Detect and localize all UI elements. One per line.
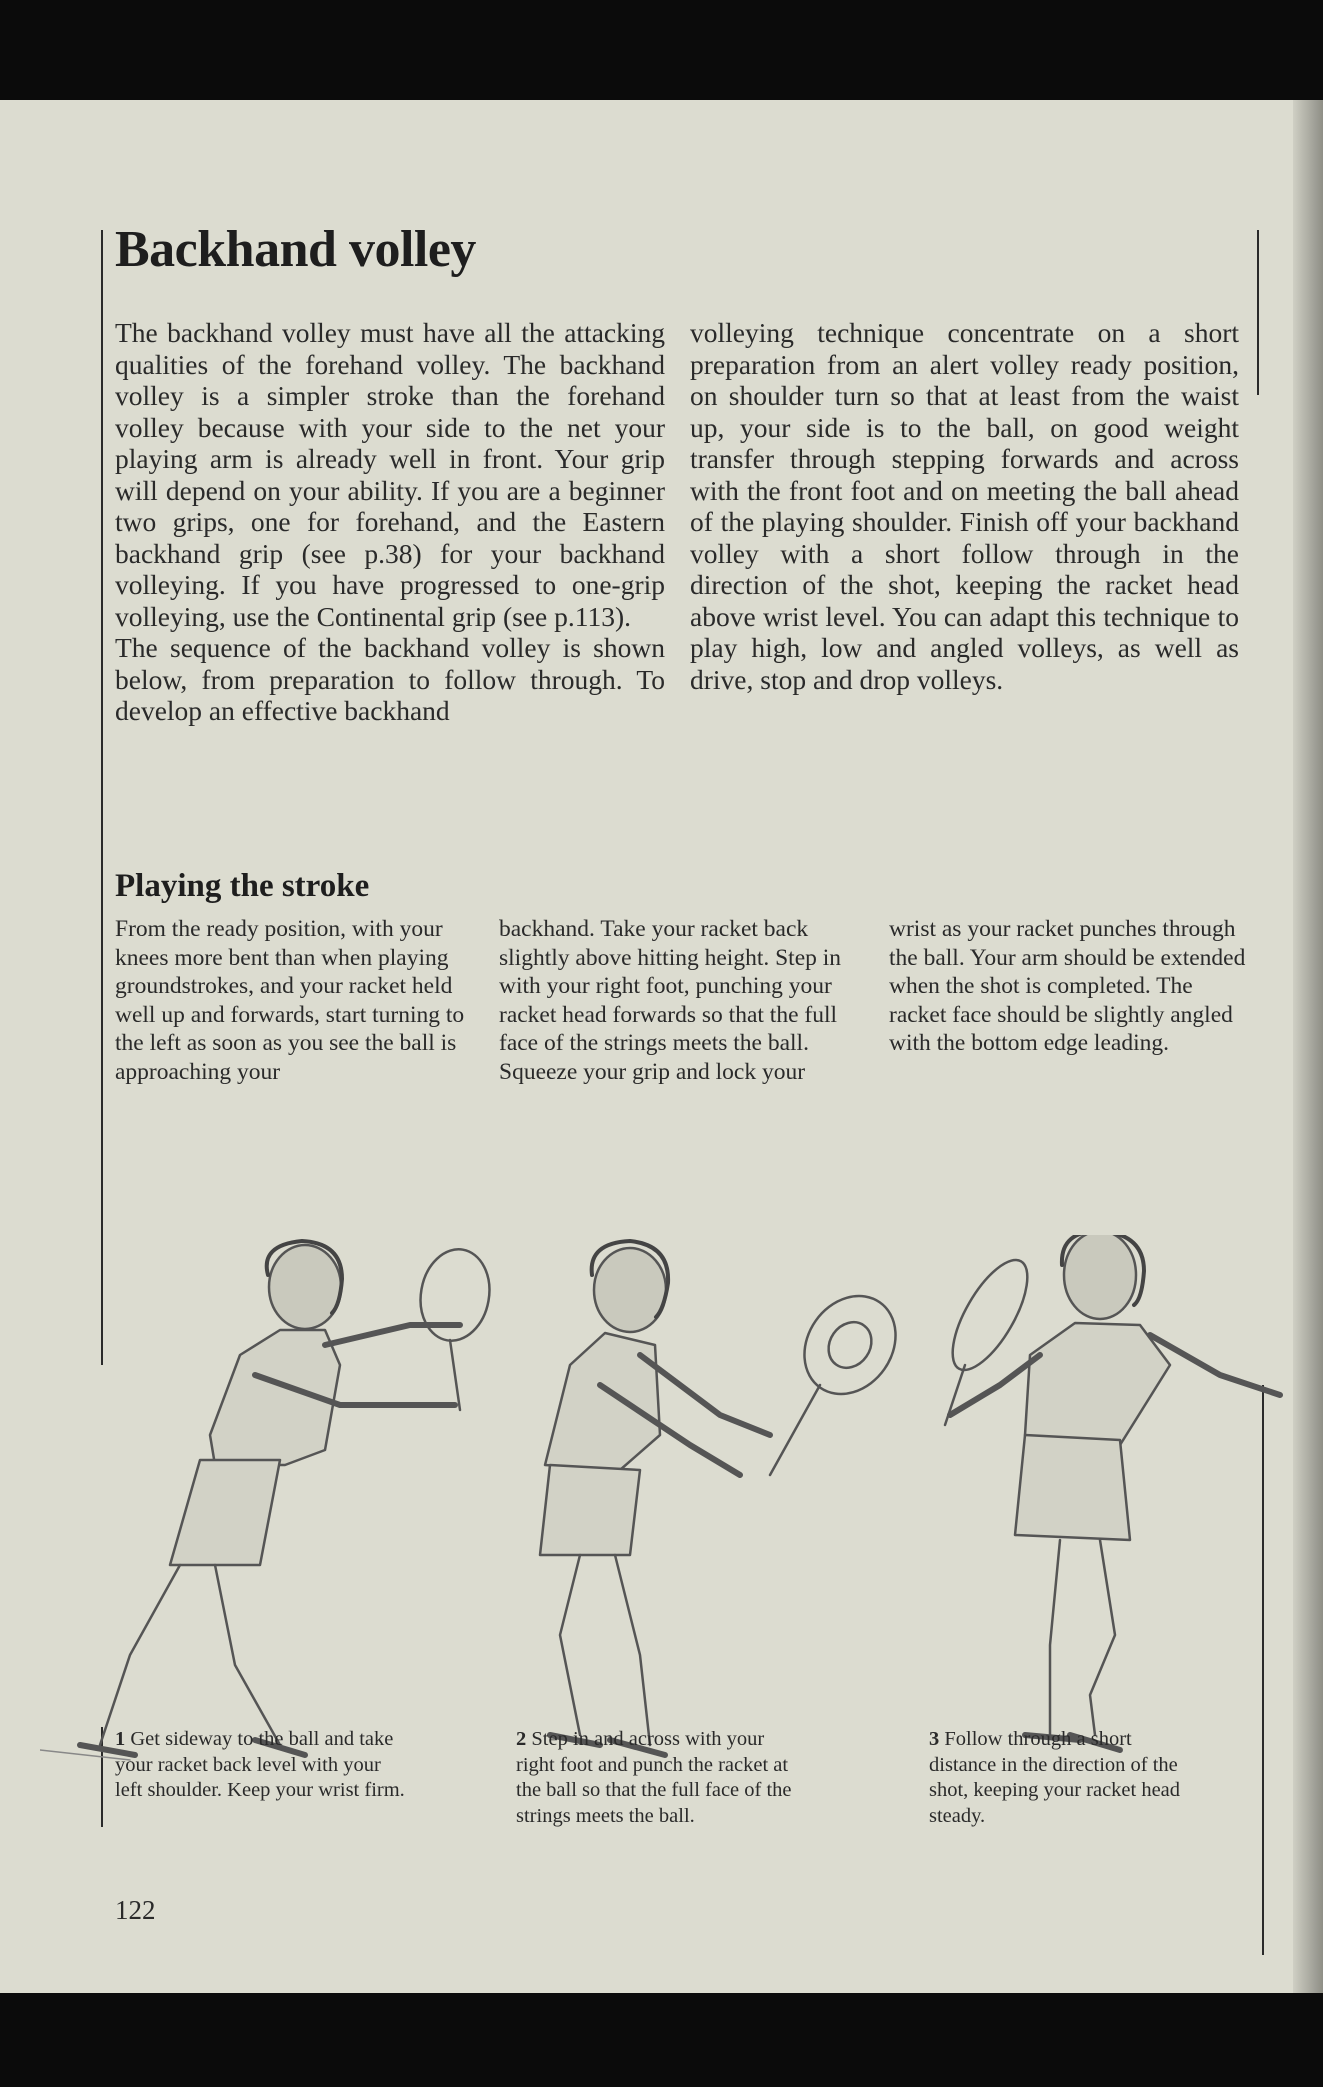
caption-3-text: Follow through a short distance in the direction of the shot, keeping your racket head steady. xyxy=(929,1728,1181,1827)
intro-paragraph-1: The backhand volley must have all the attacking qualities of the forehand volley. The backhand volley is a simpler stroke than the forehand volley because with your side to the net your playing arm is already well in front. Your grip will depend on your ability. If you are a beginner two grips, one for forehand, and the Eastern backhand grip (see p.38) for your backhand volleying. If you have progressed to one-grip volleying, use the Continental grip (see p.113). xyxy=(115,317,665,632)
left-margin-rule xyxy=(101,230,103,1365)
caption-2 xyxy=(516,1727,806,1829)
player-figure-1 xyxy=(40,1241,496,1760)
intro-paragraph-3: volleying technique concentrate on a short preparation from an alert volley ready position, on shoulder turn so that at least from the waist up, your side is to the ball, on good weight transfer through stepping forwards and across with the front foot and on meeting the ball ahead of the playing shoulder. Finish off your backhand volley with a short follow through in the direction of the shot, keeping the racket head above wrist level. You can adapt this technique to play high, low and angled volleys, as well as drive, stop and drop volleys. xyxy=(690,317,1239,695)
intro-column-right xyxy=(690,317,1239,695)
player-figure-3 xyxy=(938,1235,1280,1750)
caption-3 xyxy=(929,1727,1199,1829)
caption-1-text: Get sideway to the ball and take your racket back level with your left shoulder. Keep your wrist firm. xyxy=(115,1728,405,1801)
caption-2-text: Step in and across with your right foot and punch the racket at the ball so that the full face of the strings meets the ball. xyxy=(516,1728,792,1827)
intro-column-left xyxy=(115,317,665,727)
stroke-text-col-2: backhand. Take your racket back slightly above hitting height. Step in with your right foot, punching your racket head forwards so that the full face of the strings meets the ball. Squeeze your grip and lock your xyxy=(499,916,842,1085)
caption-2-number: 2 xyxy=(516,1728,527,1750)
caption-3-number: 3 xyxy=(929,1728,940,1750)
page-title: Backhand volley xyxy=(115,221,476,278)
stroke-text-col-1: From the ready position, with your knees more bent than when playing groundstrokes, and your racket held well up and forwards, start turning to the left as soon as you see the ball is approaching your xyxy=(115,916,465,1085)
page-number: 122 xyxy=(115,1895,156,1925)
intro-paragraph-2: The sequence of the backhand volley is shown below, from preparation to follow through. To develop an effective backhand xyxy=(115,632,665,726)
section-heading: Playing the stroke xyxy=(115,868,370,904)
player-figure-2 xyxy=(540,1241,914,1755)
caption-1-number: 1 xyxy=(115,1728,126,1750)
book-page xyxy=(0,100,1323,1993)
caption-1 xyxy=(115,1727,405,1804)
stroke-text-col-3: wrist as your racket punches through the ball. Your arm should be extended when the shot is completed. The racket face should be slightly angled with the bottom edge leading. xyxy=(889,916,1246,1056)
page-edge-shadow xyxy=(1293,100,1323,1993)
right-margin-rule xyxy=(1257,230,1259,395)
